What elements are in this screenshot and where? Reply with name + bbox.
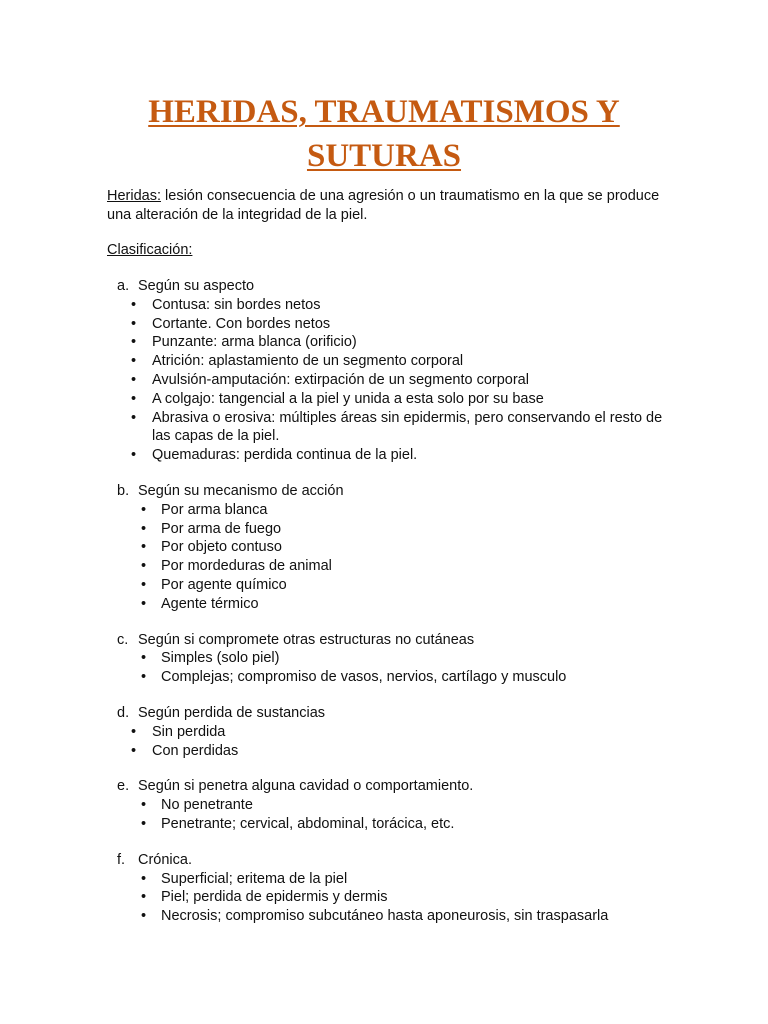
list-item xyxy=(107,315,677,334)
bullet-icon: • xyxy=(131,390,137,407)
list-item-text: Avulsión-amputación: extirpación de un segmento corporal xyxy=(152,371,529,388)
section-heading xyxy=(107,704,677,723)
classification-section xyxy=(107,277,677,465)
bullet-icon: • xyxy=(141,501,147,518)
section-heading xyxy=(107,851,677,870)
classification-section xyxy=(107,704,677,760)
bullet-icon: • xyxy=(141,908,147,925)
list-item xyxy=(107,815,677,834)
section-heading xyxy=(107,777,677,796)
section-heading-text: Según si penetra alguna cavidad o comportamiento. xyxy=(138,778,474,795)
section-letter: c. xyxy=(117,631,129,648)
bullet-icon: • xyxy=(131,334,137,351)
list-item-text: Punzante: arma blanca (orificio) xyxy=(152,334,357,351)
list-item-text: Por agente químico xyxy=(161,576,287,593)
list-item-text: Por arma blanca xyxy=(161,501,268,518)
section-heading-text: Según su mecanismo de acción xyxy=(138,482,344,499)
list-item-text: Simples (solo piel) xyxy=(161,650,280,667)
bullet-list xyxy=(107,501,677,614)
bullet-list xyxy=(107,296,677,465)
bullet-icon: • xyxy=(141,669,147,686)
bullet-icon: • xyxy=(141,576,147,593)
list-item xyxy=(107,723,677,742)
list-item xyxy=(107,649,677,668)
bullet-list xyxy=(107,796,677,834)
section-heading-text: Según su aspecto xyxy=(138,278,255,294)
bullet-icon: • xyxy=(141,595,147,612)
list-item xyxy=(107,595,677,614)
bullet-icon: • xyxy=(141,797,147,814)
list-item-text: Atrición: aplastamiento de un segmento corporal xyxy=(152,353,464,370)
list-item xyxy=(107,907,677,926)
classification-section xyxy=(107,851,677,926)
list-item-text: Necrosis; compromiso subcutáneo hasta aponeurosis, sin traspasarla xyxy=(161,908,609,925)
bullet-list xyxy=(107,870,677,926)
section-heading-text: Crónica. xyxy=(138,851,192,868)
bullet-icon: • xyxy=(131,353,137,370)
list-item xyxy=(107,520,677,539)
list-item xyxy=(107,796,677,815)
list-item-text: Penetrante; cervical, abdominal, torácica, etc. xyxy=(161,815,455,832)
list-item xyxy=(107,333,677,352)
list-item xyxy=(107,446,677,465)
classification-section xyxy=(107,777,677,833)
list-item xyxy=(107,870,677,889)
list-item-text: Piel; perdida de epidermis y dermis xyxy=(161,889,388,906)
list-item xyxy=(107,576,677,595)
bullet-icon: • xyxy=(141,889,147,906)
list-item-text: Superficial; eritema de la piel xyxy=(161,870,348,887)
list-item-text: Complejas; compromiso de vasos, nervios, cartílago y musculo xyxy=(161,669,567,686)
classification-list xyxy=(107,277,677,943)
bullet-icon: • xyxy=(141,520,147,537)
list-item-text: Agente térmico xyxy=(161,595,259,612)
title-line-2: SUTURAS xyxy=(306,138,462,174)
definition-paragraph xyxy=(107,187,667,225)
section-letter: f. xyxy=(117,851,126,868)
bullet-icon: • xyxy=(131,296,137,313)
bullet-icon: • xyxy=(141,870,147,887)
list-item-text: Quemaduras: perdida continua de la piel. xyxy=(152,447,418,464)
list-item-text: Por mordeduras de animal xyxy=(161,558,332,575)
list-item xyxy=(107,409,677,447)
bullet-icon: • xyxy=(131,409,137,426)
bullet-icon: • xyxy=(141,539,147,556)
bullet-icon: • xyxy=(141,815,147,832)
section-letter: a. xyxy=(117,278,130,294)
section-letter: d. xyxy=(117,704,130,721)
section-letter: b. xyxy=(117,482,130,499)
list-item xyxy=(107,390,677,409)
list-item xyxy=(107,557,677,576)
list-item xyxy=(107,742,677,761)
list-item-text: No penetrante xyxy=(161,797,253,814)
bullet-icon: • xyxy=(131,315,137,332)
list-item-text: Con perdidas xyxy=(152,742,239,759)
list-item-text: Sin perdida xyxy=(152,723,226,740)
section-heading-text: Según perdida de sustancias xyxy=(138,704,326,721)
classification-heading: Clasificación: xyxy=(107,242,193,258)
list-item-text: Abrasiva o erosiva: múltiples áreas sin epidermis, pero conservando el resto de las capas de la piel. xyxy=(152,409,663,445)
list-item xyxy=(107,538,677,557)
list-item xyxy=(107,371,677,390)
list-item xyxy=(107,352,677,371)
list-item-text: Por arma de fuego xyxy=(161,520,282,537)
section-letter: e. xyxy=(117,778,130,795)
bullet-icon: • xyxy=(131,371,137,388)
section-heading xyxy=(107,277,677,296)
section-heading xyxy=(107,631,677,650)
list-item xyxy=(107,501,677,520)
definition-term: Heridas: xyxy=(107,188,161,204)
section-heading-text: Según si compromete otras estructuras no cutáneas xyxy=(138,631,475,648)
list-item xyxy=(107,296,677,315)
definition-text: lesión consecuencia de una agresión o un traumatismo en la que se produce una alteración de la integridad de la piel. xyxy=(107,188,660,223)
bullet-icon: • xyxy=(141,558,147,575)
bullet-icon: • xyxy=(131,723,137,740)
bullet-list xyxy=(107,649,677,687)
list-item-text: Cortante. Con bordes netos xyxy=(152,315,331,332)
list-item-text: Por objeto contuso xyxy=(161,539,282,556)
title-line-1: HERIDAS, TRAUMATISMOS Y xyxy=(148,94,620,130)
classification-section xyxy=(107,482,677,614)
list-item-text: Contusa: sin bordes netos xyxy=(152,296,321,313)
section-heading xyxy=(107,482,677,501)
list-item xyxy=(107,668,677,687)
list-item-text: A colgajo: tangencial a la piel y unida a esta solo por su base xyxy=(152,390,544,407)
bullet-icon: • xyxy=(131,447,137,464)
document-title xyxy=(0,90,768,178)
list-item xyxy=(107,888,677,907)
classification-section xyxy=(107,631,677,687)
bullet-icon: • xyxy=(131,742,137,759)
bullet-icon: • xyxy=(141,650,147,667)
bullet-list xyxy=(107,723,677,761)
